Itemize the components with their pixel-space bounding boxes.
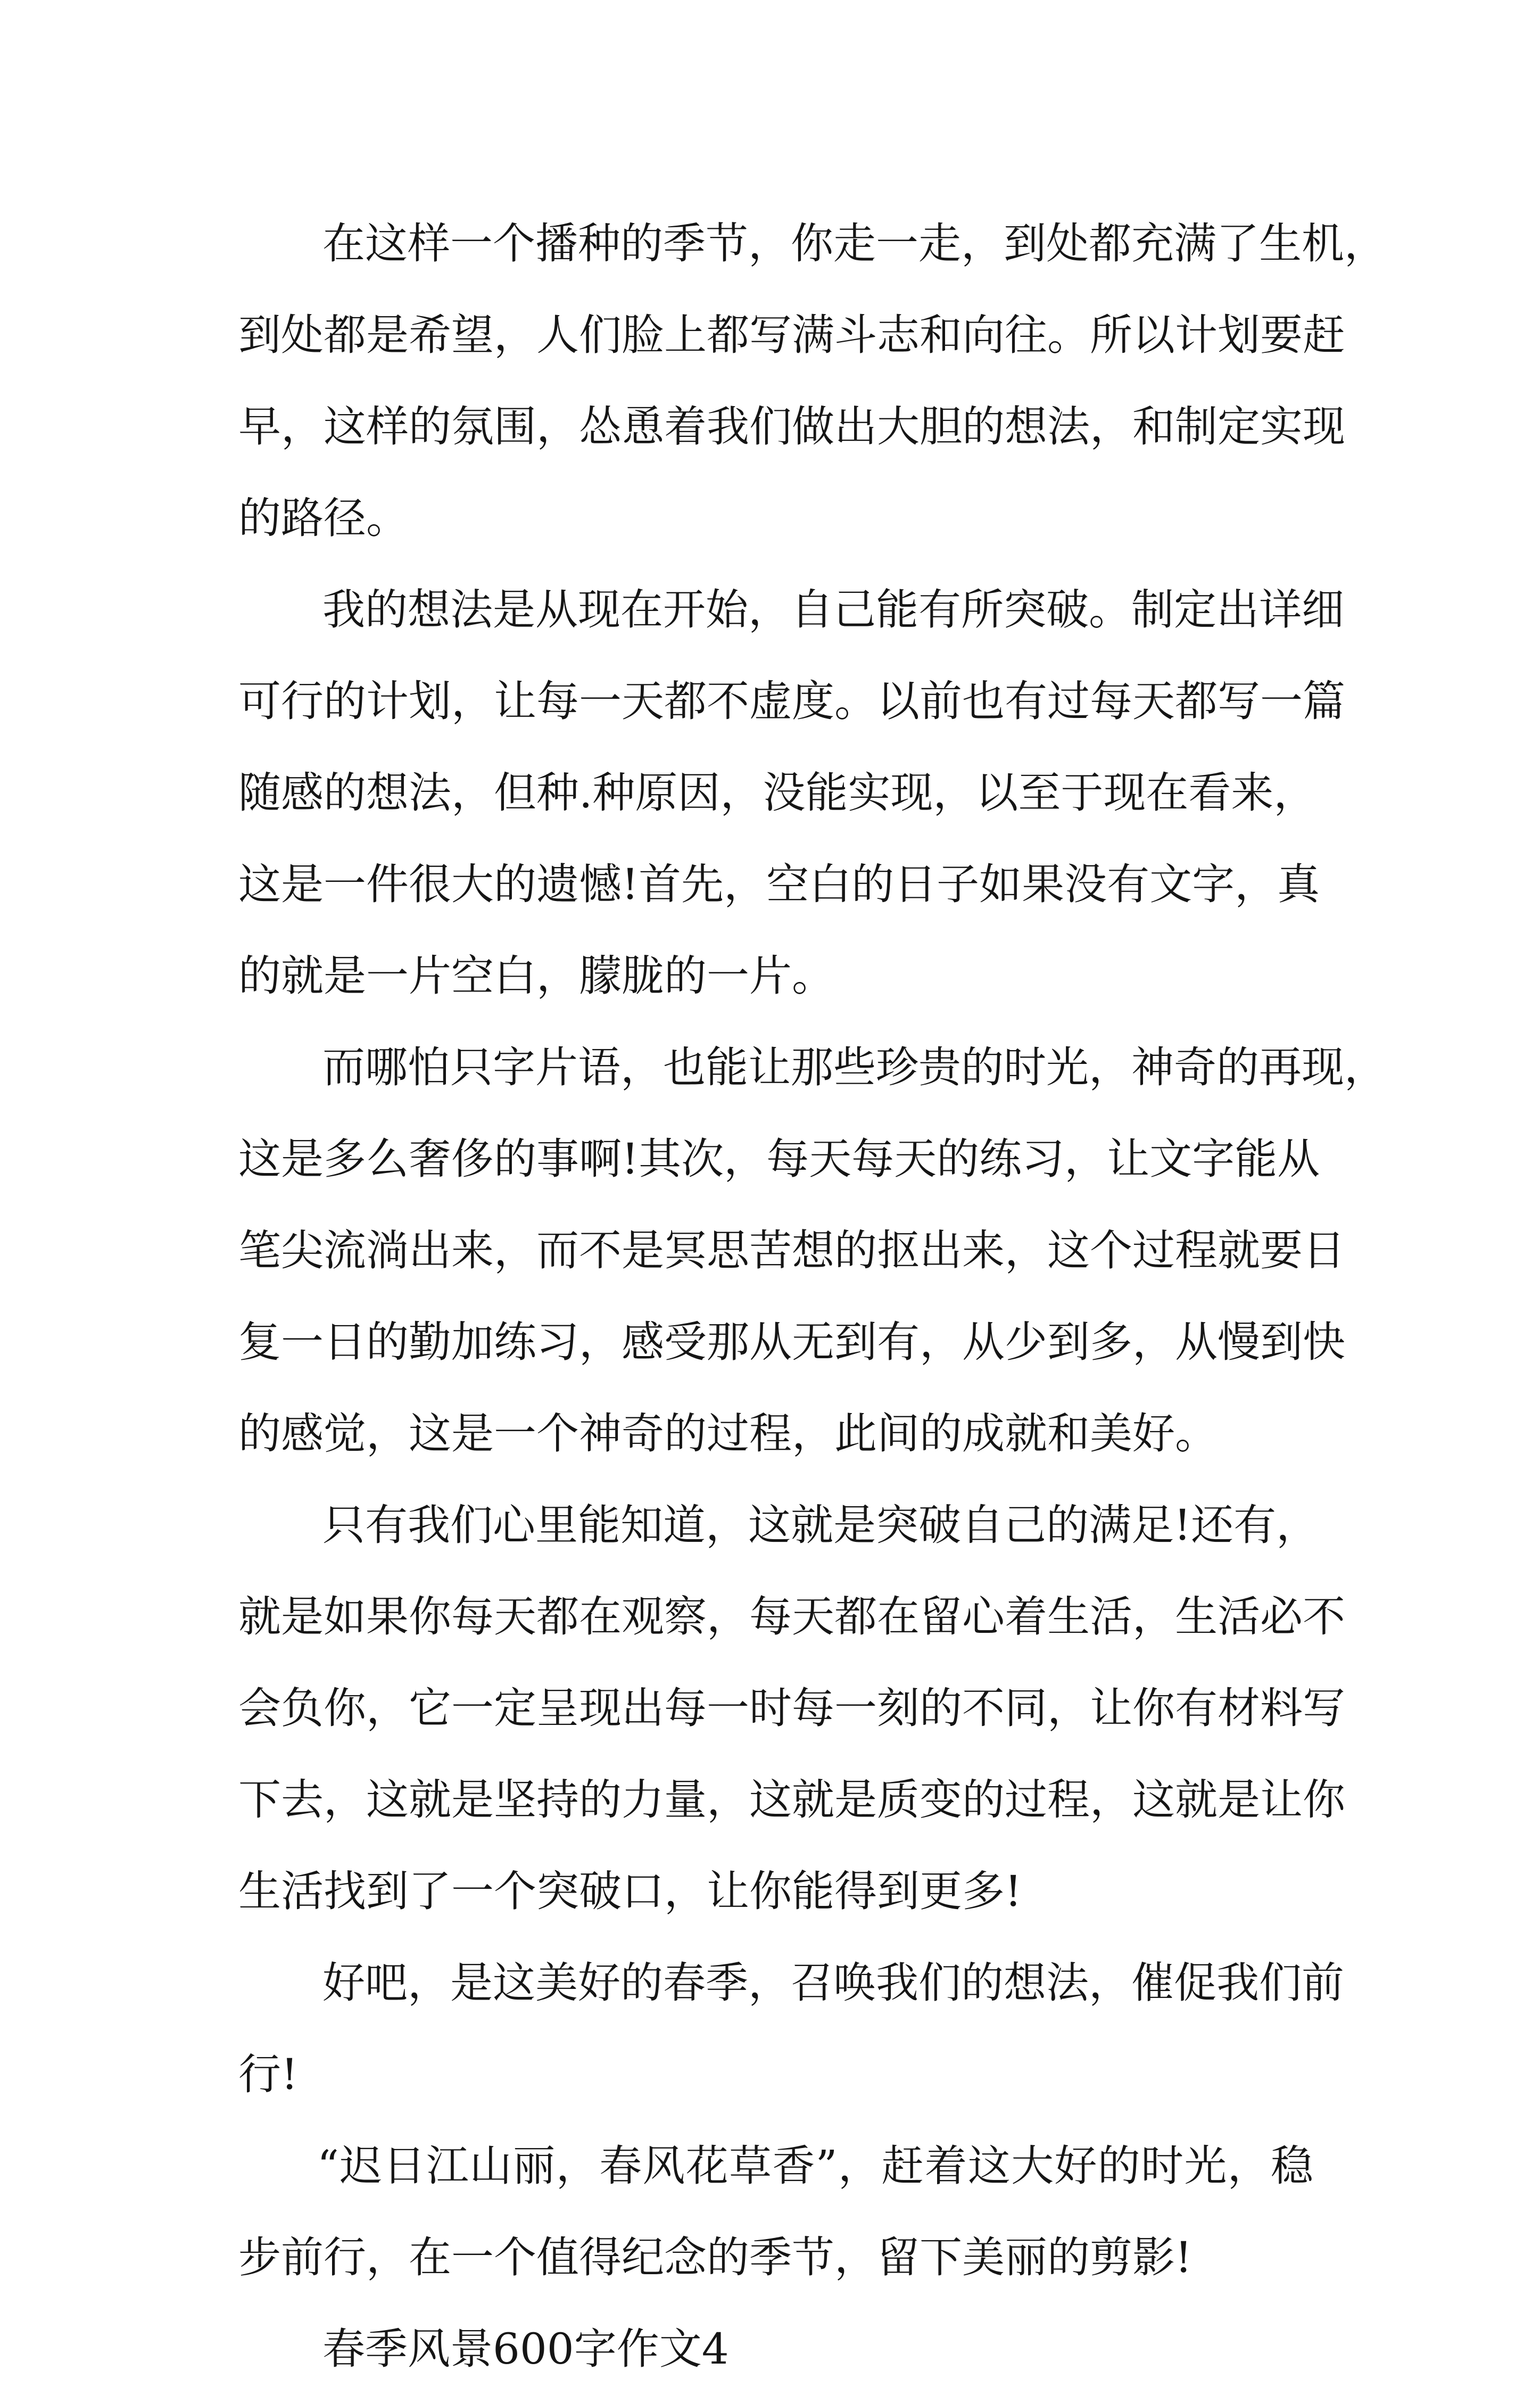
text-line: 这是一件很大的遗憾!首先，空白的日子如果没有文字，真	[238, 860, 1320, 909]
text-line: 的感觉，这是一个神奇的过程，此间的成就和美好。	[238, 1409, 1218, 1458]
section-heading: 春季风景600字作文4	[322, 2324, 729, 2374]
text-line: 只有我们心里能知道，这就是突破自己的满足!还有，	[322, 1500, 1319, 1550]
text-line: 就是如果你每天都在观察，每天都在留心着生活，生活必不	[238, 1592, 1345, 1641]
text-line: 步前行，在一个值得纪念的季节，留下美丽的剪影!	[238, 2233, 1193, 2282]
text-line: 笔尖流淌出来，而不是冥思苦想的抠出来，这个过程就要日	[238, 1226, 1345, 1275]
text-line: 早，这样的氛围，怂恿着我们做出大胆的想法，和制定实现	[238, 402, 1345, 451]
document-body	[238, 198, 1387, 2395]
text-line: 随感的想法，但种.种原因，没能实现，以至于现在看来，	[238, 768, 1317, 817]
text-line: 的路径。	[238, 493, 409, 543]
text-line: 会负你，它一定呈现出每一时每一刻的不同，让你有材料写	[238, 1683, 1345, 1733]
text-line: 的就是一片空白，朦胧的一片。	[238, 951, 834, 1001]
text-line: 我的想法是从现在开始，自己能有所突破。制定出详细	[322, 585, 1344, 634]
text-line: “迟日江山丽，春风花草香”，赶着这大好的时光，稳	[317, 2141, 1313, 2191]
text-line: 这是多么奢侈的事啊!其次，每天每天的练习，让文字能从	[238, 1134, 1320, 1184]
text-line: 生活找到了一个突破口，让你能得到更多!	[238, 1867, 1022, 1916]
text-line: 复一日的勤加练习，感受那从无到有，从少到多，从慢到快	[238, 1317, 1345, 1367]
text-line: 行!	[238, 2050, 299, 2099]
text-line: 到处都是希望，人们脸上都写满斗志和向往。所以计划要赶	[238, 310, 1345, 360]
text-line: 而哪怕只字片语，也能让那些珍贵的时光，神奇的再现，	[322, 1043, 1387, 1092]
text-line: 可行的计划，让每一天都不虚度。以前也有过每天都写一篇	[238, 676, 1345, 726]
text-line: 下去，这就是坚持的力量，这就是质变的过程，这就是让你	[238, 1775, 1345, 1824]
text-line: 好吧，是这美好的春季，召唤我们的想法，催促我们前	[322, 1958, 1344, 2008]
text-line: 在这样一个播种的季节，你走一走，到处都充满了生机，	[322, 219, 1387, 268]
